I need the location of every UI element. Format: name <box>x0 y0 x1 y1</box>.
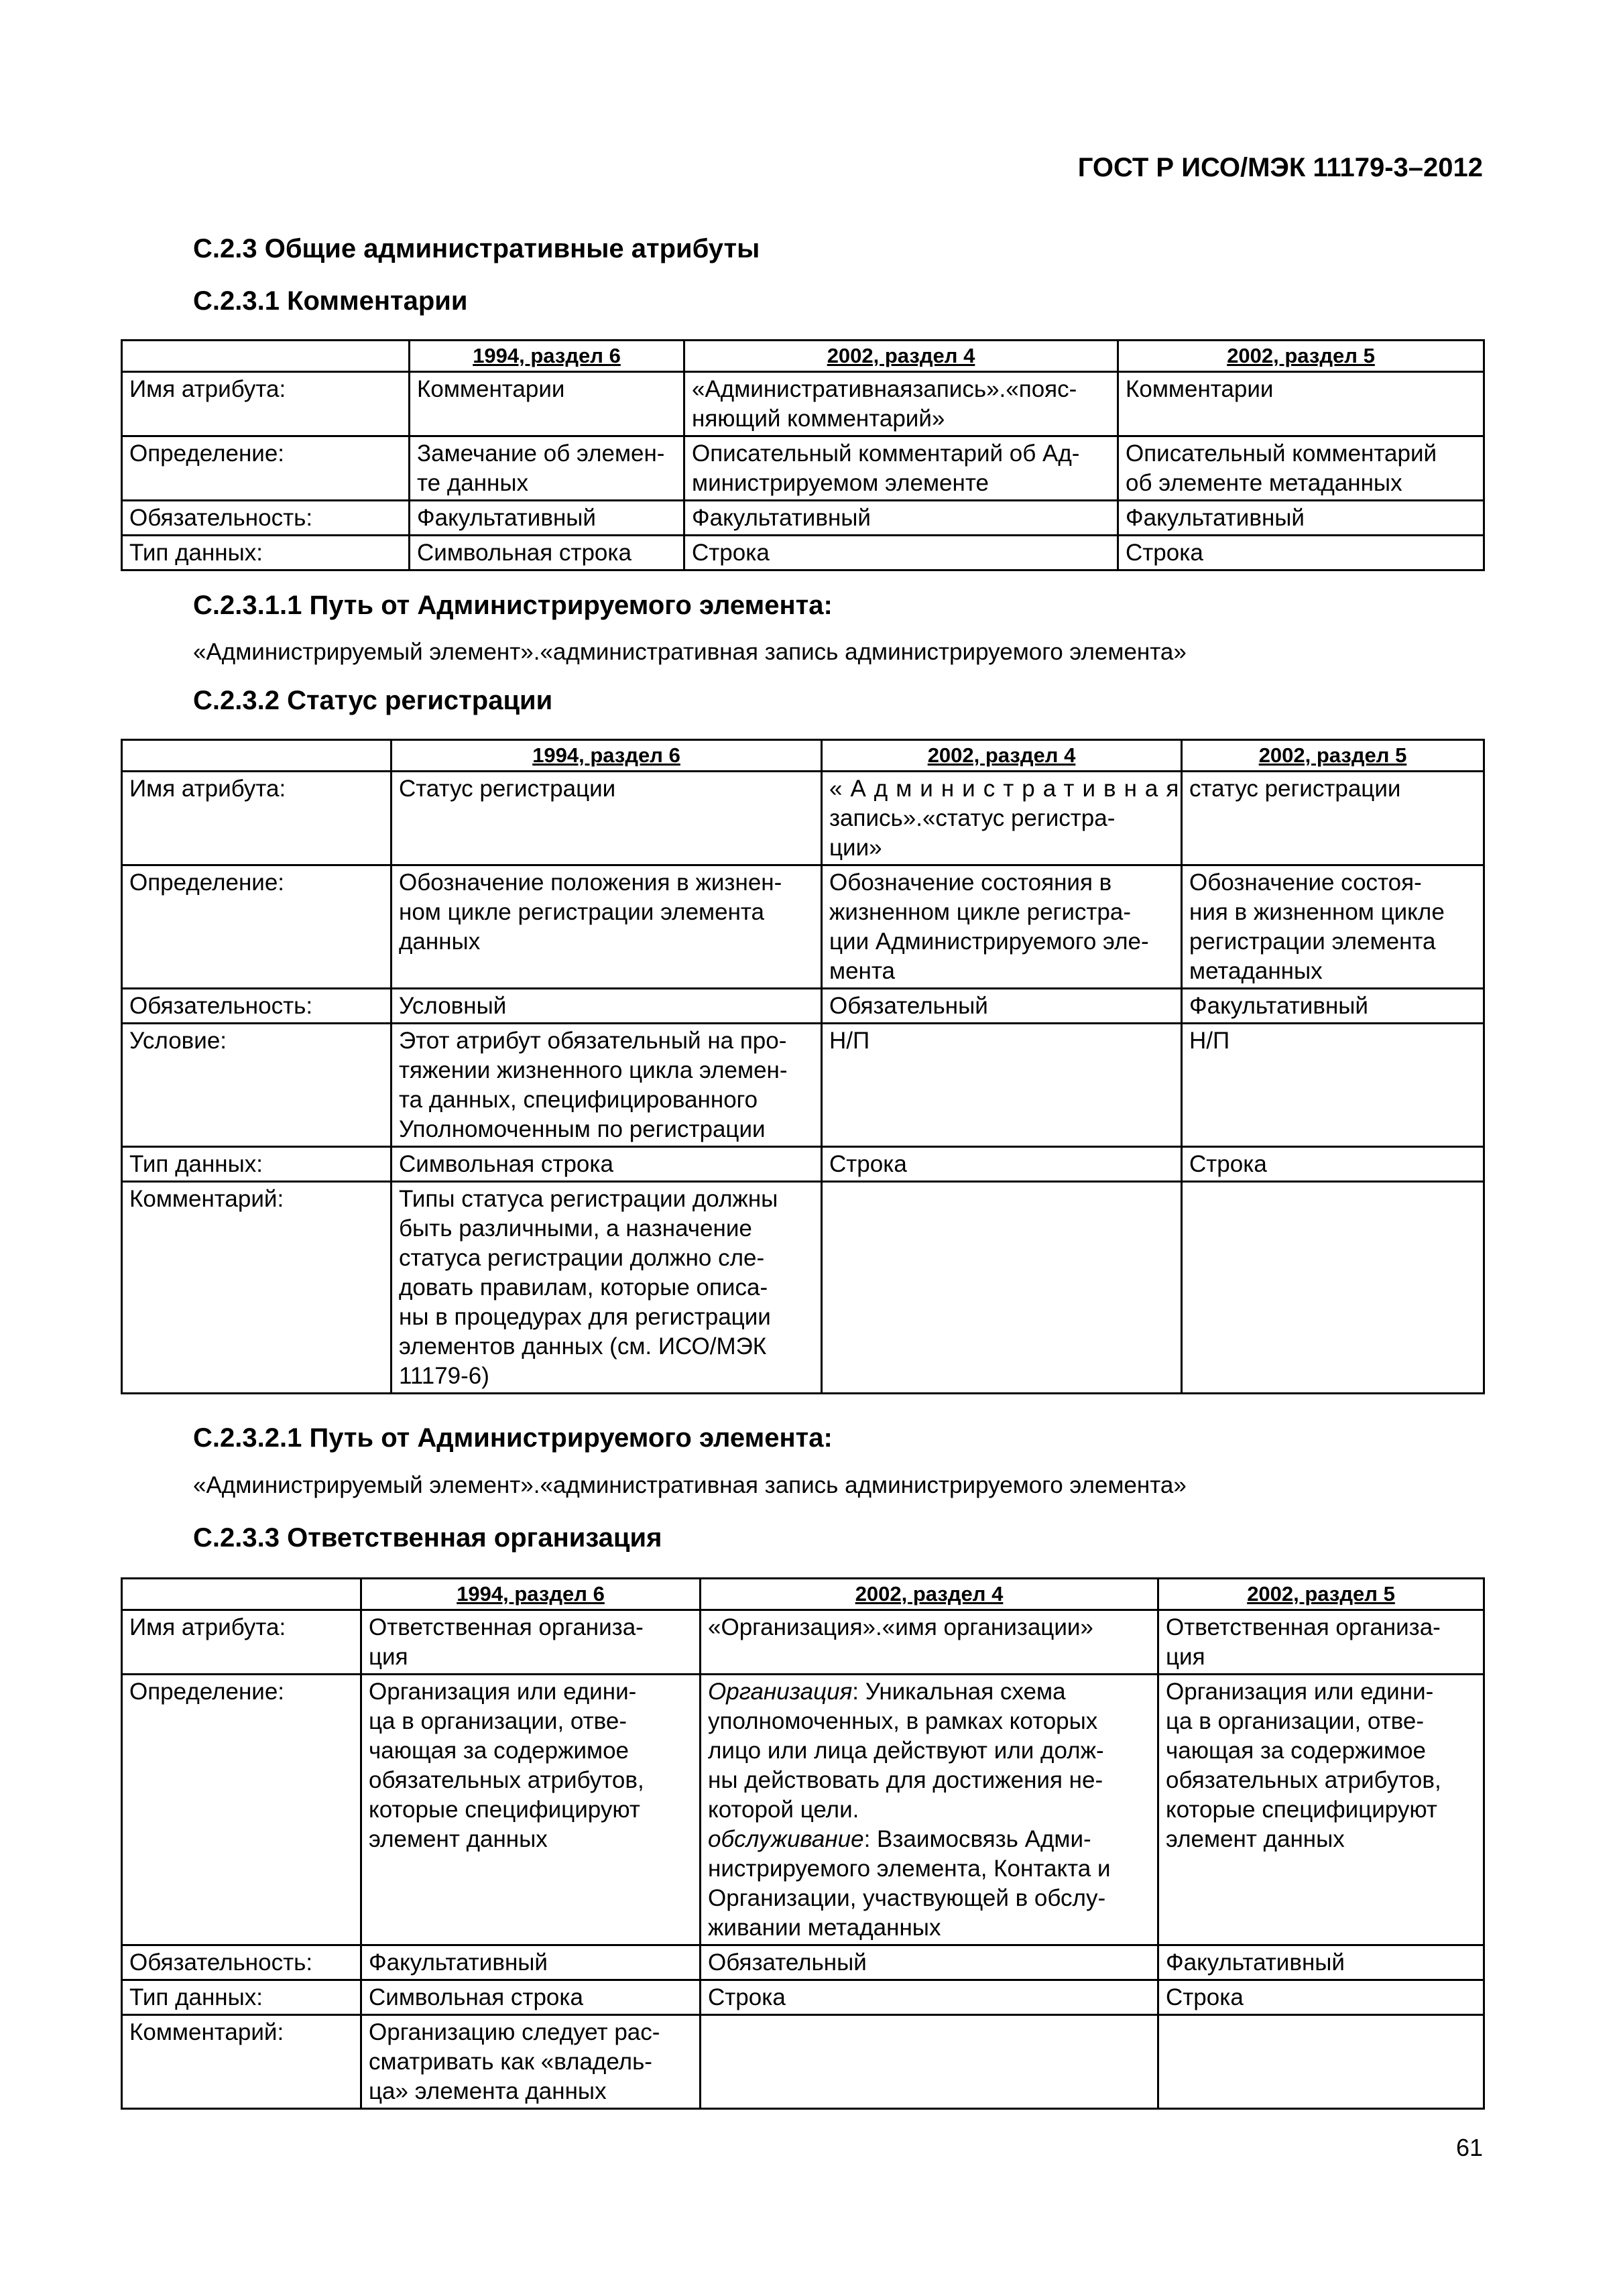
cell: Организация или едини- ца в организации, отве- чающая за содержимое обязательных атрибутов, которые специфицируют элемент данных <box>361 1675 701 1945</box>
cell: Обозначение положения в жизнен- ном цикле регистрации элемента данных <box>392 865 822 989</box>
row-label: Обязательность: <box>122 989 392 1024</box>
cell: Строка <box>684 536 1118 570</box>
cell: Комментарии <box>410 372 684 436</box>
cell: Условный <box>392 989 822 1024</box>
cell: «Административная запись».«статус регистра- ции» <box>822 772 1182 865</box>
cell: Обязательный <box>822 989 1182 1024</box>
cell <box>1182 1182 1484 1394</box>
cell: Факультативный <box>1182 989 1484 1024</box>
header-cell: 2002, раздел 5 <box>1118 341 1484 372</box>
cell: Н/П <box>822 1024 1182 1147</box>
header-cell: 2002, раздел 5 <box>1158 1579 1484 1610</box>
cell: Этот атрибут обязательный на про- тяжении жизненного цикла элемен- та данных, специфицированного Уполномоченным по регистрации <box>392 1024 822 1147</box>
table-row <box>122 989 1484 1024</box>
cell: Замечание об элемен- те данных <box>410 436 684 501</box>
row-label: Определение: <box>122 1675 361 1945</box>
table-row <box>122 1675 1484 1945</box>
table-row <box>122 436 1484 501</box>
cell: Организация: Уникальная схема уполномоченных, в рамках которых лицо или лица действуют или долж- ны действовать для достижения не- которой цели. обслуживание: Взаимосвязь Адми- нистрируемого элемента, Контакта и Организации, участвующей в обслу- живании метаданных <box>701 1675 1158 1945</box>
cell: Факультативный <box>1118 501 1484 536</box>
header-cell: 1994, раздел 6 <box>392 740 822 772</box>
cell <box>822 1182 1182 1394</box>
row-label: Определение: <box>122 865 392 989</box>
cell: Типы статуса регистрации должны быть различными, а назначение статуса регистрации должно сле- довать правилам, которые описа- ны в процедурах для регистрации элементов данных (см. ИСО/МЭК 11179-6) <box>392 1182 822 1394</box>
subsection-heading: С.2.3.3 Ответственная организация <box>193 1523 662 1553</box>
subsection-heading: С.2.3.2 Статус регистрации <box>193 686 553 715</box>
header-cell: 1994, раздел 6 <box>361 1579 701 1610</box>
cell: статус регистрации <box>1182 772 1484 865</box>
table-row <box>122 1980 1484 2015</box>
cell: Факультативный <box>361 1945 701 1980</box>
row-label: Определение: <box>122 436 410 501</box>
cell: Факультативный <box>684 501 1118 536</box>
table-header-row <box>122 341 1484 372</box>
header-cell <box>122 1579 361 1610</box>
row-label: Имя атрибута: <box>122 772 392 865</box>
path-text: «Администрируемый элемент».«административная запись администрируемого элемента» <box>193 1472 1187 1498</box>
cell: Обязательный <box>701 1945 1158 1980</box>
cell <box>701 2015 1158 2109</box>
table-row <box>122 772 1484 865</box>
table-row <box>122 865 1484 989</box>
header-cell <box>122 341 410 372</box>
cell: Комментарии <box>1118 372 1484 436</box>
table-row <box>122 1610 1484 1675</box>
table-row <box>122 1147 1484 1182</box>
header-cell: 2002, раздел 4 <box>701 1579 1158 1610</box>
page-number: 61 <box>1455 2134 1483 2161</box>
table-row <box>122 372 1484 436</box>
table-row <box>122 536 1484 570</box>
row-label: Имя атрибута: <box>122 1610 361 1675</box>
cell: Строка <box>701 1980 1158 2015</box>
cell: Факультативный <box>410 501 684 536</box>
cell: Ответственная организа- ция <box>1158 1610 1484 1675</box>
cell: Строка <box>1118 536 1484 570</box>
cell: Н/П <box>1182 1024 1484 1147</box>
cell: Ответственная организа- ция <box>361 1610 701 1675</box>
table-row <box>122 501 1484 536</box>
cell: Символьная строка <box>410 536 684 570</box>
row-label: Комментарий: <box>122 2015 361 2109</box>
responsible-org-table <box>121 1577 1485 2110</box>
section-heading: С.2.3 Общие административные атрибуты <box>193 234 760 263</box>
registration-status-table <box>121 739 1485 1394</box>
cell: Организацию следует рас- сматривать как «владель- ца» элемента данных <box>361 2015 701 2109</box>
row-label: Тип данных: <box>122 536 410 570</box>
row-label: Тип данных: <box>122 1147 392 1182</box>
document-header: ГОСТ Р ИСО/МЭК 11179-3–2012 <box>1077 153 1483 182</box>
cell: Статус регистрации <box>392 772 822 865</box>
table-header-row <box>122 1579 1484 1610</box>
table-row <box>122 1182 1484 1394</box>
row-label: Обязательность: <box>122 501 410 536</box>
cell: «Административнаязапись».«пояс- няющий комментарий» <box>684 372 1118 436</box>
comments-table <box>121 339 1485 571</box>
cell: Описательный комментарий об Ад- министрируемом элементе <box>684 436 1118 501</box>
cell <box>1158 2015 1484 2109</box>
cell: Обозначение состоя- ния в жизненном цикле регистрации элемента метаданных <box>1182 865 1484 989</box>
row-label: Имя атрибута: <box>122 372 410 436</box>
cell: Символьная строка <box>392 1147 822 1182</box>
row-label: Тип данных: <box>122 1980 361 2015</box>
header-cell: 1994, раздел 6 <box>410 341 684 372</box>
table-row <box>122 2015 1484 2109</box>
cell: Организация или едини- ца в организации, отве- чающая за содержимое обязательных атрибутов, которые специфицируют элемент данных <box>1158 1675 1484 1945</box>
path-heading: С.2.3.2.1 Путь от Администрируемого элемента: <box>193 1423 833 1453</box>
table-header-row <box>122 740 1484 772</box>
table-row <box>122 1024 1484 1147</box>
cell: «Организация».«имя организации» <box>701 1610 1158 1675</box>
row-label: Условие: <box>122 1024 392 1147</box>
header-cell <box>122 740 392 772</box>
cell: Факультативный <box>1158 1945 1484 1980</box>
path-text: «Администрируемый элемент».«административная запись администрируемого элемента» <box>193 639 1187 665</box>
path-heading: С.2.3.1.1 Путь от Администрируемого элемента: <box>193 591 833 620</box>
cell: Символьная строка <box>361 1980 701 2015</box>
cell: Строка <box>822 1147 1182 1182</box>
table-row <box>122 1945 1484 1980</box>
header-cell: 2002, раздел 5 <box>1182 740 1484 772</box>
row-label: Обязательность: <box>122 1945 361 1980</box>
header-cell: 2002, раздел 4 <box>822 740 1182 772</box>
row-label: Комментарий: <box>122 1182 392 1394</box>
subsection-heading: С.2.3.1 Комментарии <box>193 286 468 316</box>
cell: Обозначение состояния в жизненном цикле регистра- ции Администрируемого эле- мента <box>822 865 1182 989</box>
cell: Строка <box>1158 1980 1484 2015</box>
header-cell: 2002, раздел 4 <box>684 341 1118 372</box>
cell: Описательный комментарий об элементе метаданных <box>1118 436 1484 501</box>
cell: Строка <box>1182 1147 1484 1182</box>
